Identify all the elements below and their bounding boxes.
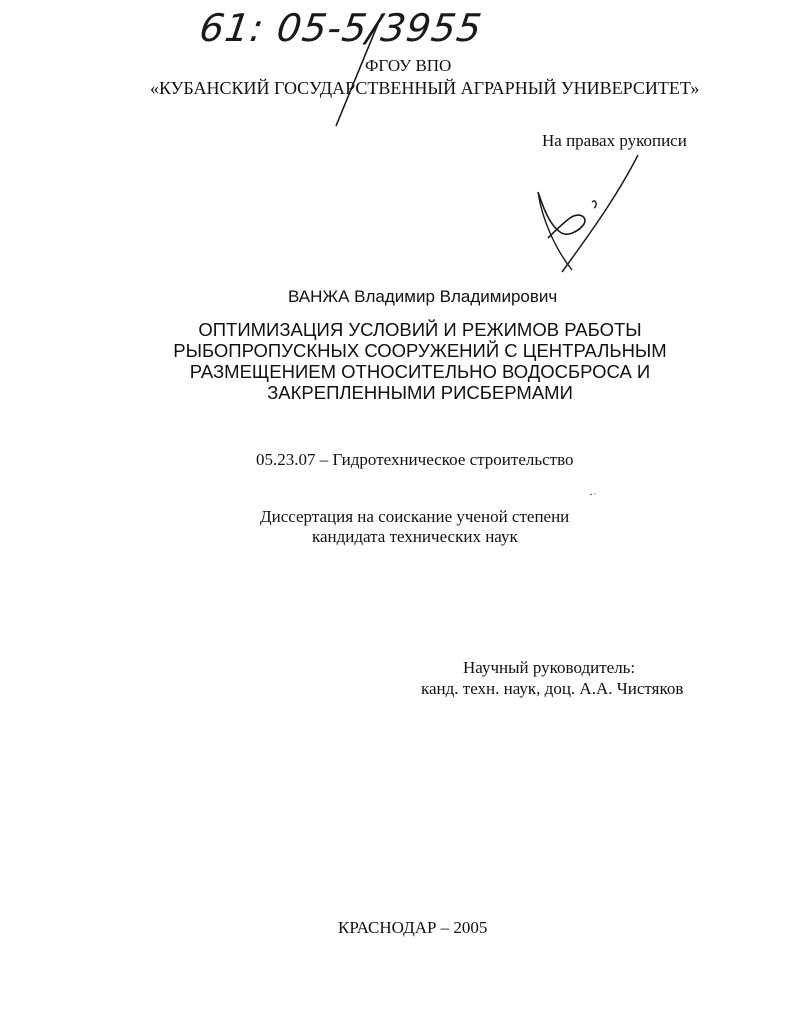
title-line: РЫБОПРОПУСКНЫХ СООРУЖЕНИЙ С ЦЕНТРАЛЬНЫМ (173, 340, 667, 361)
university-name: «КУБАНСКИЙ ГОСУДАРСТВЕННЫЙ АГРАРНЫЙ УНИВЕРСИТЕТ» (150, 78, 700, 98)
supervisor-label: Научный руководитель: (463, 658, 636, 677)
rights-note: На правах рукописи (542, 131, 687, 150)
supervisor-name: канд. техн. наук, доц. А.А. Чистяков (421, 679, 684, 698)
city-year: КРАСНОДАР – 2005 (338, 918, 488, 937)
dissertation-title (150, 319, 690, 403)
specialty-code: 05.23.07 – Гидротехническое строительство (256, 450, 574, 469)
degree-line-2: кандидата технических наук (312, 527, 518, 546)
degree-line-1: Диссертация на соискание ученой степени (260, 507, 570, 526)
archive-code-handwritten: 61: 05-5/3955 (196, 6, 486, 50)
title-line: РАЗМЕЩЕНИЕМ ОТНОСИТЕЛЬНО ВОДОСБРОСА И (189, 361, 651, 382)
scan-speck (590, 493, 596, 496)
author-name: ВАНЖА Владимир Владимирович (288, 287, 558, 306)
signature-icon (520, 150, 660, 280)
title-line: ОПТИМИЗАЦИЯ УСЛОВИЙ И РЕЖИМОВ РАБОТЫ (198, 319, 642, 340)
title-line: ЗАКРЕПЛЕННЫМИ РИСБЕРМАМИ (267, 382, 573, 403)
org-type: ФГОУ ВПО (365, 56, 452, 75)
